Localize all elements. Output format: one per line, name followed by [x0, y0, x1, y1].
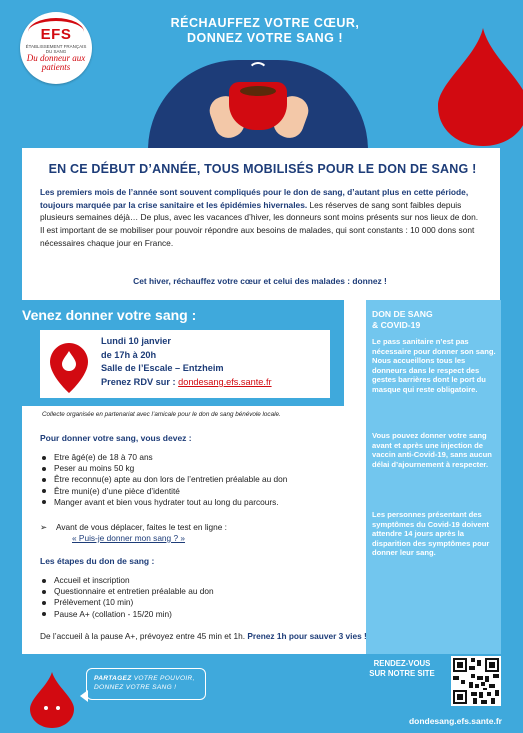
rdv-label: Prenez RDV sur : — [101, 376, 179, 387]
bubble-line-1-rest: VOTRE POUVOIR, — [131, 675, 195, 682]
partner-note: Collecte organisée en partenariat avec l’amicale pour le don de sang bénévole locale. — [42, 411, 281, 418]
event-heading: Venez donner votre sang : — [22, 307, 197, 323]
site-url[interactable]: dondesang.efs.sante.fr — [408, 716, 502, 726]
header-tagline — [160, 16, 370, 46]
event-place: Salle de l’Escale – Entzheim — [101, 363, 224, 374]
bubble-line-1 — [94, 674, 204, 683]
test-link[interactable]: « Puis-je donner mon sang ? » — [72, 533, 186, 543]
tagline-line-1: RÉCHAUFFEZ VOTRE CŒUR, — [170, 16, 360, 30]
duration-bold: Prenez 1h pour sauver 3 vies ! — [247, 631, 367, 641]
event-date: Lundi 10 janvier — [101, 336, 171, 346]
list-item: Accueil et inscription — [40, 575, 214, 586]
visit-site-label — [356, 659, 448, 679]
header-banner — [0, 0, 523, 148]
list-item: Pause A+ (collation - 15/20 min) — [40, 609, 214, 620]
arrow-right-icon: ➢ — [40, 522, 47, 532]
bubble-bold: PARTAGEZ — [94, 675, 132, 682]
requirements-list — [40, 452, 287, 508]
logo-subtitle: ÉTABLISSEMENT FRANÇAIS DU SANG — [25, 44, 87, 54]
call-to-action: Cet hiver, réchauffez votre cœur et celui des malades : donnez ! — [133, 276, 387, 286]
qr-code[interactable] — [451, 656, 501, 706]
coffee-illustration — [240, 86, 276, 96]
bubble-line-2: DONNEZ VOTRE SANG ! — [94, 684, 177, 691]
event-details — [101, 335, 272, 389]
speech-bubble-text — [94, 674, 204, 692]
covid-paragraph-1: Le pass sanitaire n’est pas nécessaire pour donner son sang. Nous accueillons tous les donneurs dans le respect des gestes barrières dont le port du masque qui reste obligatoire. — [372, 337, 496, 394]
requirements-heading: Pour donner votre sang, vous devez : — [40, 433, 192, 443]
duration-text: De l’accueil à la pause A+, prévoyez entre 45 min et 1h. — [40, 631, 248, 641]
list-item: Questionnaire et entretien préalable au don — [40, 586, 214, 597]
efs-logo[interactable] — [20, 12, 92, 84]
test-text: Avant de vous déplacer, faites le test en ligne : — [56, 522, 227, 532]
visit-line-2: SUR NOTRE SITE — [369, 669, 435, 678]
blood-drop-icon — [438, 28, 523, 146]
list-item: Manger avant et bien vous hydrater tout au long du parcours. — [40, 497, 287, 508]
covid-title-line-2: & COVID-19 — [372, 320, 421, 330]
event-rdv — [101, 376, 272, 390]
online-test — [40, 522, 227, 533]
list-item: Etre âgé(e) de 18 à 70 ans — [40, 452, 287, 463]
visit-line-1: RENDEZ-VOUS — [373, 659, 431, 668]
intro-paragraph — [40, 186, 480, 250]
logo-slogan: Du donneur aux patients — [26, 53, 86, 72]
intro-bold: Les premiers mois de l’année sont souvent compliqués pour le don de sang, d’autant plus en cette période, toujours marquée par la crise sanitaire et les épidémies hivernales. — [40, 187, 469, 210]
steps-heading: Les étapes du don de sang : — [40, 556, 155, 566]
intro-rest: Les réserves de sang sont faibles depuis plusieurs semaines déjà… De plus, avec les vacances d’hiver, les donneurs sont moins présents sur nos lieux de don. Il est important de se mobiliser pour pouvoir répondre aux besoins de malades, qui sont constants : 10 000 dons sont nécessaires chaque jour en France. — [40, 199, 479, 248]
logo-text: EFS — [40, 26, 72, 43]
list-item: Être reconnu(e) apte au don lors de l’entretien préalable au don — [40, 474, 287, 485]
tagline-line-2: DONNEZ VOTRE SANG ! — [186, 31, 344, 45]
event-hours: de 17h à 20h — [101, 349, 157, 360]
covid-paragraph-2: Vous pouvez donner votre sang avant et après une injection de vaccin anti-Covid-19, sans aucun délai d’ajournement à respecter. — [372, 431, 492, 469]
covid-paragraph-3: Les personnes présentant des symptômes du Covid-19 doivent attendre 14 jours après la disparition des symptômes pour donner leur sang. — [372, 510, 490, 558]
blood-drop-mascot-icon — [30, 672, 74, 728]
steam-icon — [248, 62, 268, 82]
covid-title-line-1: DON DE SANG — [372, 309, 433, 319]
page-title: EN CE DÉBUT D’ANNÉE, TOUS MOBILISÉS POUR LE DON DE SANG ! — [48, 162, 477, 176]
location-pin-icon — [50, 343, 88, 393]
list-item: Être muni(e) d’une pièce d’identité — [40, 486, 287, 497]
list-item: Peser au moins 50 kg — [40, 463, 287, 474]
duration-note — [40, 631, 460, 641]
rdv-link[interactable]: dondesang.efs.sante.fr — [178, 376, 272, 387]
steps-list — [40, 575, 214, 620]
list-item: Prélèvement (10 min) — [40, 597, 214, 608]
covid-title — [372, 309, 498, 331]
